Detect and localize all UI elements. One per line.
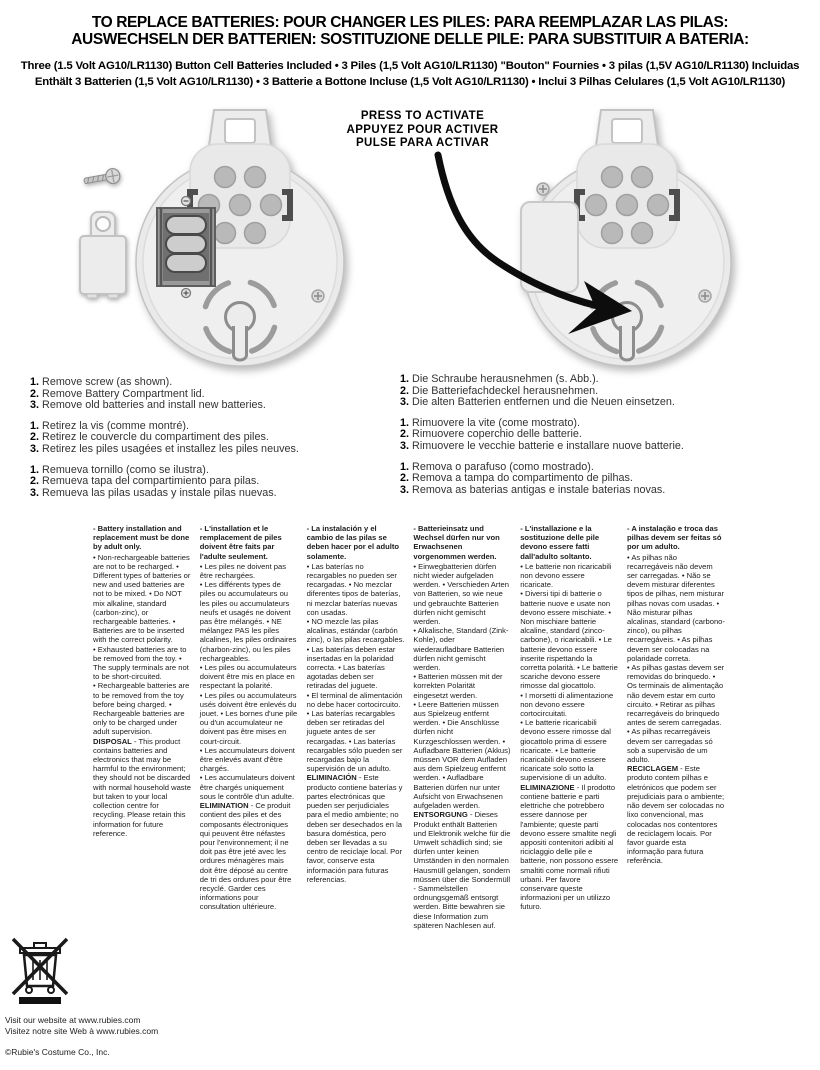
instruction-step: 2. Remove Battery Compartment lid. [30, 387, 205, 400]
warning-paragraph: ELIMINACIÓN - Este producto contiene baterías y partes electrónicas que pueden ser perjudiciales para el medio ambiente; no deben ser desechados en la basura doméstica, pero deben ser llevadas a su centro de reciclaje local. Por favor, conserve esta información para futuras referencias. [306, 773, 403, 884]
instruction-group-french [30, 421, 395, 456]
warning-column-italian [520, 524, 618, 930]
warning-paragraph: • Rechargeable batteries are to be removed from the toy before being charged. • Rechargeable batteries are only to be charged under adult supervision. [93, 681, 190, 737]
instruction-step: 3. Remove old batteries and install new batteries. [30, 399, 266, 412]
warning-paragraph: • Les piles ou accumulateurs usés doivent être enlevés du jouet. • Les bornes d'une pile ou d'un accumulateur ne doivent pas être mises en court-circuit. [199, 690, 298, 746]
warning-column-french [200, 524, 298, 930]
warning-column-german [413, 524, 511, 930]
title-line-1: TO REPLACE BATTERIES: POUR CHANGER LES PILES: PARA REEMPLAZAR LAS PILAS: [91, 14, 729, 31]
warning-paragraph: ELIMINAZIONE - Il prodotto contiene batterie e parti elettriche che potrebbero essere dannose per l'ambiente; queste parti devono essere smaltite negli appositi contenitori adibiti al riciclaggio delle pile e batterie, non possono essere smaltiti come normali rifiuti urbani. Per favore conservare queste informazioni per un utilizzo futuro. [520, 782, 619, 912]
website-line-1: Visit our website at www.rubies.com [5, 1015, 141, 1025]
warning-paragraph: • NO mezcle las pilas alcalinas, estándar (carbón zinc), o las pilas recargables. • Las baterías deben estar insertadas en la polaridad correcta. • Las baterías agotadas deben ser retiradas del juguete. [306, 617, 405, 691]
warning-paragraph: DISPOSAL - This product contains batteries and electronics that may be harmful to the environment; they should not be discarded with normal household waste but taken to your local collection centre for recycling. Please retain this information for future reference. [93, 736, 191, 838]
warning-paragraph: • Leere Batterien müssen aus Spielzeug entfernt werden. • Die Anschlüsse dürfen nicht Kurzgeschlossen werden. • Aufladbare Batterien (Akkus) müssen VOR dem Aufladen aus dem Spielzeug entfernt werden. • Aufladbare Batterien dürfen nur unter Aufsicht von Erwachsenen aufgeladen werden. [413, 699, 511, 811]
warning-header: - La instalación y el cambio de las pilas se deben hacer por el adulto solamente. [306, 524, 400, 561]
activation-arrow-icon [420, 145, 645, 345]
weee-crossed-out-bin-icon [8, 934, 72, 1006]
warning-paragraph: • Batterien müssen mit der korrekten Polarität eingesetzt werden. [413, 672, 503, 700]
warning-header: - Battery installation and replacement must be done by adult only. [93, 524, 190, 552]
warning-paragraph: • Alkalische, Standard (Zink-Kohle), oder wiederaufladbare Batterien dürfen nicht gemischt werden. [413, 626, 509, 673]
instruction-group-german [400, 374, 810, 409]
warning-paragraph: • Las baterías no recargables no pueden ser recargadas. • No mezclar diferentes tipos de baterías, ni mezclar baterías nuevas con usadas. [306, 561, 401, 617]
instruction-step: 1. Rimuovere la vite (come mostrato). [400, 416, 581, 429]
instruction-step: 1. Die Schraube herausnehmen (s. Abb.). [400, 373, 599, 385]
instruction-step: 2. Remova a tampa do compartimento de pilhas. [400, 472, 633, 485]
warning-column-portuguese [627, 524, 725, 930]
copyright-notice: ©Rubie's Costume Co., Inc. [5, 1047, 110, 1057]
press-line-1: PRESS TO ACTIVATE [360, 110, 485, 122]
warning-paragraph: • Les piles ne doivent pas être rechargées. [199, 561, 287, 581]
instruction-step: 2. Retirez le couvercle du compartiment des piles. [30, 431, 269, 444]
instruction-step: 1. Retirez la vis (comme montré). [30, 419, 190, 432]
instruction-step: 2. Remueva tapa del compartimiento para pilas. [30, 475, 260, 488]
warning-paragraph: ENTSORGUNG - Dieses Produkt enthält Batterien und Elektronik welche für die Umwelt schädlich sind; sie dürfen unter keinen Umständen in den normalen Hausmüll gelangen, sondern müssen über die Sondermüll - Sammelstellen ordnungsgemäß entsorgt werden. Bitte bewahren sie diese Information zum späteren Nachlesen auf. [413, 810, 511, 930]
warning-paragraph: • Diversi tipi di batterie o batterie nuove e usate non devono essere mischiate. • Non mischiare batterie alcaline, standard (zinco-carbone), o ricaricabili. • Le batterie devono essere inserite rispettando la corretta polarità. • Le batterie scariche devono essere rimosse dal giocattolo. [520, 589, 618, 691]
battery-lid-icon [77, 210, 129, 300]
warning-header: - L'installation et le remplacement de piles doivent être faits par l'adulte seulement. [199, 524, 282, 561]
warning-paragraph: • Les piles ou accumulateurs doivent être mis en place en respectant la polarité. [199, 663, 297, 691]
instruction-step: 1. Remueva tornillo (como se ilustra). [30, 463, 209, 476]
instruction-step: 3. Retirez les piles usagées et installez les piles neuves. [30, 442, 299, 455]
press-line-3: PULSE PARA ACTIVAR [355, 137, 490, 149]
instruction-step: 2. Die Batteriefachdeckel herausnehmen. [400, 384, 599, 397]
instruction-step: 3. Remova as baterias antigas e instale baterias novas. [400, 483, 666, 496]
warning-paragraph: • Les différents types de piles ou accumulateurs ou les piles ou accumulateurs neufs et usagés ne doivent pas être mélangés. • NE mélangez PAS les piles alcalines, les piles ordinaires (charbon-zinc), ou les piles rechargeables. [199, 580, 297, 663]
warning-paragraph: • Le batterie ricaricabili devono essere rimosse dal giocattolo prima di essere ricaricate. • Le batterie ricaricabili devono essere ricaricate solo sotto la supervisione di un adulto. [520, 718, 611, 783]
title-line-2: AUSWECHSELN DER BATTERIEN: SOSTITUZIONE DELLE PILE: PARA SUBSTITUIR A BATERIA: [71, 31, 749, 48]
subtitle-line-2: Enthält 3 Batterien (1,5 Volt AG10/LR1130) • 3 Batterie a Bottone Incluse (1,5 Volt AG10/LR1130) • Inclui 3 Pilhas Celulares (1,5 Volt AG10/LR1130) [34, 75, 786, 88]
instruction-step: 3. Rimuovere le vecchie batterie e installare nuove batterie. [400, 439, 684, 452]
open-battery-compartment [157, 197, 215, 298]
battery-warnings-section [93, 524, 725, 930]
warning-column-spanish [307, 524, 405, 930]
warning-paragraph: • Exhausted batteries are to be removed from the toy. • The supply terminals are not to be short-circuited. [93, 644, 189, 682]
warning-header: - Batterieinsatz und Wechsel dürfen nur von Erwachsenen vorgenommen werden. [413, 524, 500, 561]
subtitle-line-1: Three (1.5 Volt AG10/LR1130) Button Cell Batteries Included • 3 Piles (1,5 Volt AG10/LR1130) "Bouton" Fournies • 3 pilas (1,5V AG10/LR1130) Incluidas [20, 60, 800, 72]
page-title [0, 14, 820, 48]
instruction-group-english [30, 377, 395, 412]
instruction-group-spanish [30, 465, 395, 500]
batteries-included-note [0, 59, 820, 90]
warning-paragraph: • As pilhas não recarregáveis não devem ser carregadas. • Não se devem misturar diferentes tipos de pilhas, nem misturar pilhas novas com usadas. • Não misturar pilhas alcalinas, standard (carbono-zinco), ou pilhas recarregáveis. • As pilhas devem ser colocadas na polaridade correta. [626, 552, 725, 663]
instruction-step: 3. Remueva las pilas usadas y instale pilas nuevas. [30, 486, 277, 499]
warning-paragraph: • As pilhas gastas devem ser removidas do brinquedo. • Os terminais de alimentação não devem estar em curto circuito. • Retirar as pilhas recarregáveis do brinquedo antes de serem carregadas. • As pilhas recarregáveis devem ser carregadas só sob a supervisão de um adulto. [626, 663, 725, 765]
warning-header: - L'installazione e la sostituzione delle pile devono essere fatti dall'adulto soltanto. [520, 524, 600, 561]
warning-paragraph: • Le batterie non ricaricabili non devono essere ricaricate. [520, 561, 612, 590]
warning-paragraph: • Einwegbatterien dürfen nicht wieder aufgeladen werden. • Verschieden Arten von Batterien, so wie neue und gebrauchte Batterien dürfen nicht gemischt werden. [413, 561, 509, 627]
instruction-step: 2. Rimuovere coperchio delle batterie. [400, 428, 582, 441]
instruction-step: 1. Remova o parafuso (como mostrado). [400, 460, 594, 473]
instructions-right-column [400, 374, 810, 505]
warning-paragraph: • Non-rechargeable batteries are not to be recharged. • Different types of batteries or new and used batteries are not to be mixed. • Do NOT mix alkaline, standard (carbon-zinc), or rechargeable batteries. • Batteries are to be inserted with the correct polarity. [93, 552, 191, 645]
press-line-2: APPUYEZ POUR ACTIVER [346, 123, 499, 136]
warning-header: - A instalação e troca das pilhas devem ser feitas só por um adulto. [626, 524, 722, 552]
instruction-group-italian [400, 418, 810, 453]
warning-column-english [93, 524, 191, 930]
screw-icon [83, 167, 123, 189]
instruction-step: 3. Die alten Batterien entfernen und die Neuen einsetzen. [400, 396, 675, 409]
website-line-2: Visitez notre site Web à www.rubies.com [5, 1026, 159, 1036]
warning-paragraph: • Les accumulateurs doivent être enlevés avant d'être chargés. [199, 745, 295, 774]
instruction-group-portuguese [400, 462, 810, 497]
warning-paragraph: • Les accumulateurs doivent être chargés uniquement sous le contrôle d'un adulte. [199, 773, 295, 801]
device-back-open-diagram [130, 104, 350, 372]
warning-paragraph: RECICLAGEM - Este produto contem pilhas e eletrónicos que podem ser prejudiciais para o ambiente; não devem ser colocadas no lixo convencional, mas colocadas nos contentores de reciclagem locais. Por favor guarde esta informação para futura referência. [626, 764, 725, 866]
instruction-step: 1. Remove screw (as shown). [30, 376, 173, 388]
warning-paragraph: ELIMINATION - Ce produit contient des piles et des composants électroniques qui peuvent être néfastes pour l'environnement; il ne doit pas être jeté avec les ordures ménagères mais doit être déposé au centre de tri des ordures pour être recyclé. Garder ces informations pour consultation ultérieure. [199, 801, 292, 912]
warning-paragraph: • El terminal de alimentación no debe hacer cortocircuito. • Las baterías recargables deben ser retiradas del juguete antes de ser recargadas. • Las baterías recargables sólo pueden ser recargadas bajo la supervisión de un adulto. [306, 690, 403, 774]
instructions-left-column [30, 377, 395, 508]
warning-paragraph: • I morsetti di alimentazione non devono essere cortocircuitati. [520, 690, 614, 719]
